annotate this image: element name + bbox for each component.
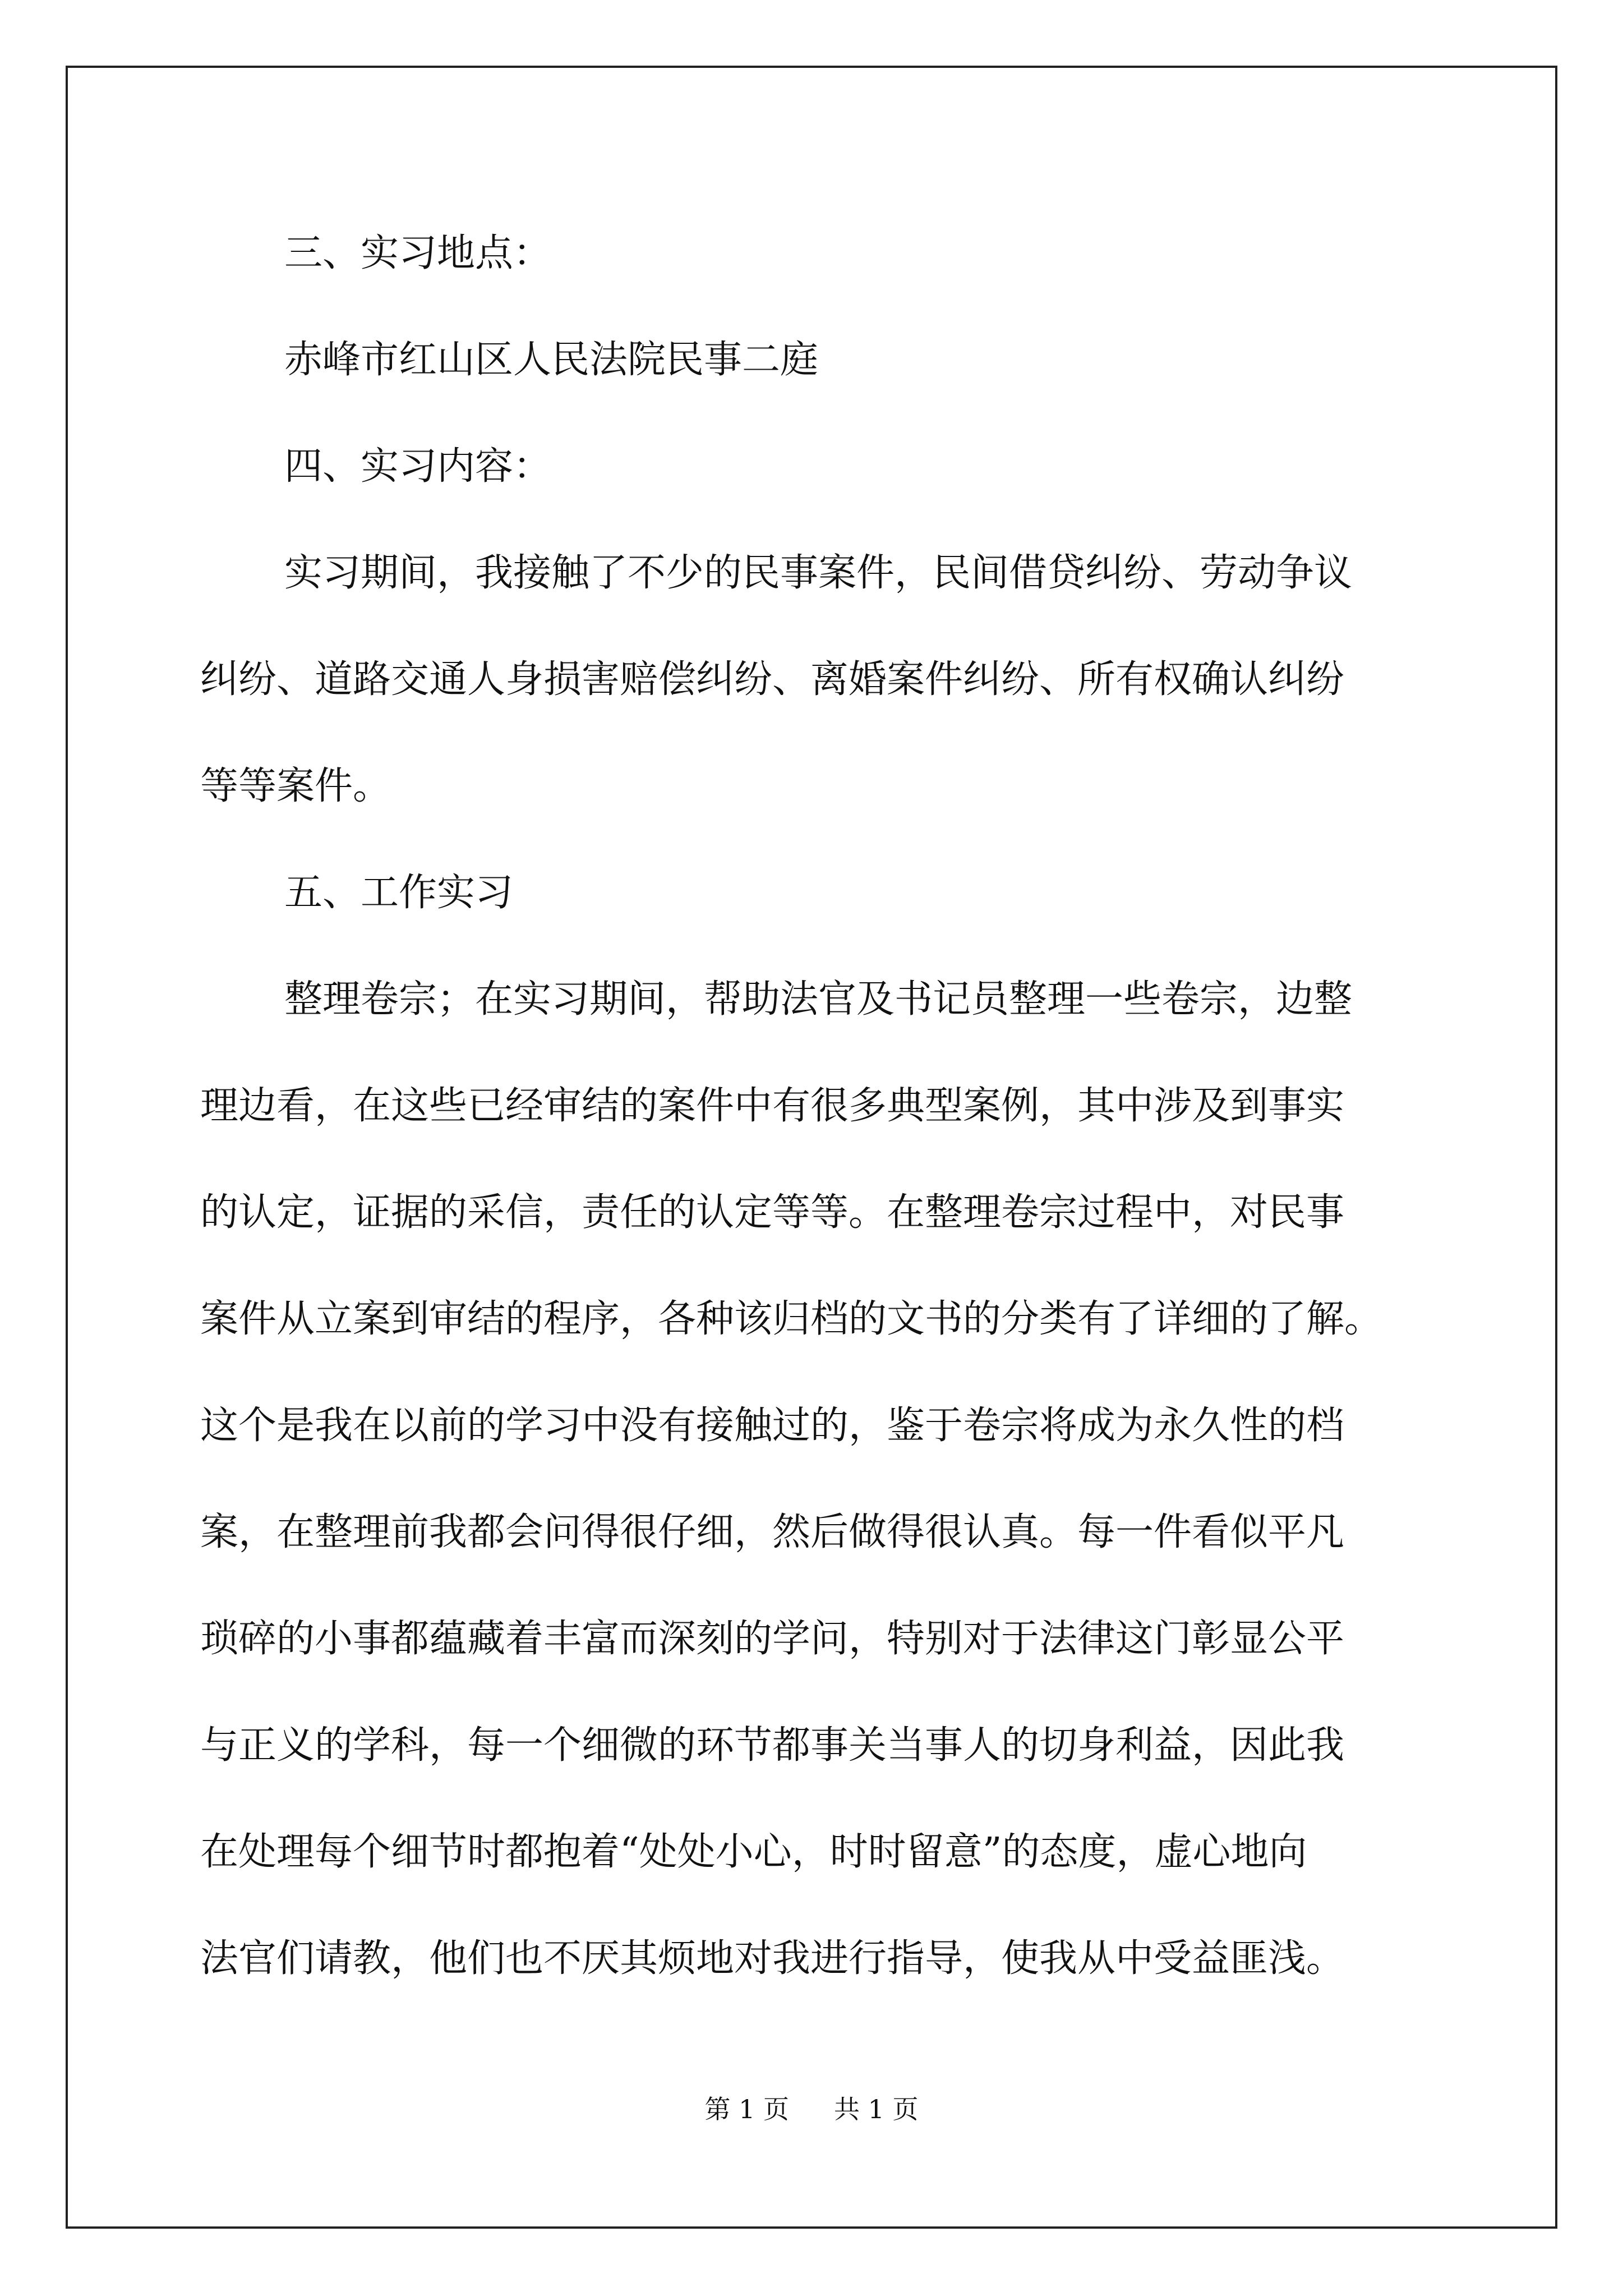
paragraph-line: 法官们请教，他们也不厌其烦地对我进行指导，使我从中受益匪浅。: [200, 1936, 1345, 1981]
paragraph-line: 琐碎的小事都蕴藏着丰富而深刻的学问，特别对于法律这门彰显公平: [200, 1617, 1345, 1661]
paragraph-line: 在处理每个细节时都抱着“处处小心，时时留意”的态度，虚心地向: [200, 1830, 1307, 1874]
document-body: [200, 211, 1469, 2023]
paragraph-line: 这个是我在以前的学习中没有接触过的，鉴于卷宗将成为永久性的档: [200, 1404, 1345, 1448]
paragraph-line: 案，在整理前我都会问得很仔细，然后做得很认真。每一件看似平凡: [200, 1510, 1345, 1554]
heading-internship-location: 三、实习地点：: [284, 231, 552, 275]
paragraph-line: 理边看，在这些已经审结的案件中有很多典型案例，其中涉及到事实: [200, 1084, 1345, 1128]
paragraph-line: 的认定，证据的采信，责任的认定等等。在整理卷宗过程中，对民事: [200, 1190, 1345, 1235]
paragraph-line: 整理卷宗；在实习期间，帮助法官及书记员整理一些卷宗，边整: [284, 977, 1353, 1022]
paragraph-line: 案件从立案到审结的程序，各种该归档的文书的分类有了详细的了解。: [200, 1297, 1383, 1341]
heading-work-internship: 五、工作实习: [284, 871, 514, 915]
paragraph-line: 纠纷、道路交通人身损害赔偿纠纷、离婚案件纠纷、所有权确认纠纷: [200, 657, 1345, 702]
paragraph-location: 赤峰市红山区人民法院民事二庭: [284, 338, 819, 382]
heading-internship-content: 四、实习内容：: [284, 444, 552, 489]
page-number-total: 共 1 页: [834, 2094, 919, 2124]
paragraph-line: 与正义的学科，每一个细微的环节都事关当事人的切身利益，因此我: [200, 1723, 1345, 1768]
page-number-current: 第 1 页: [704, 2094, 789, 2124]
paragraph-line: 等等案件。: [200, 764, 391, 808]
page-footer: [0, 2092, 1623, 2126]
paragraph-line: 实习期间，我接触了不少的民事案件，民间借贷纠纷、劳动争议: [284, 551, 1353, 595]
